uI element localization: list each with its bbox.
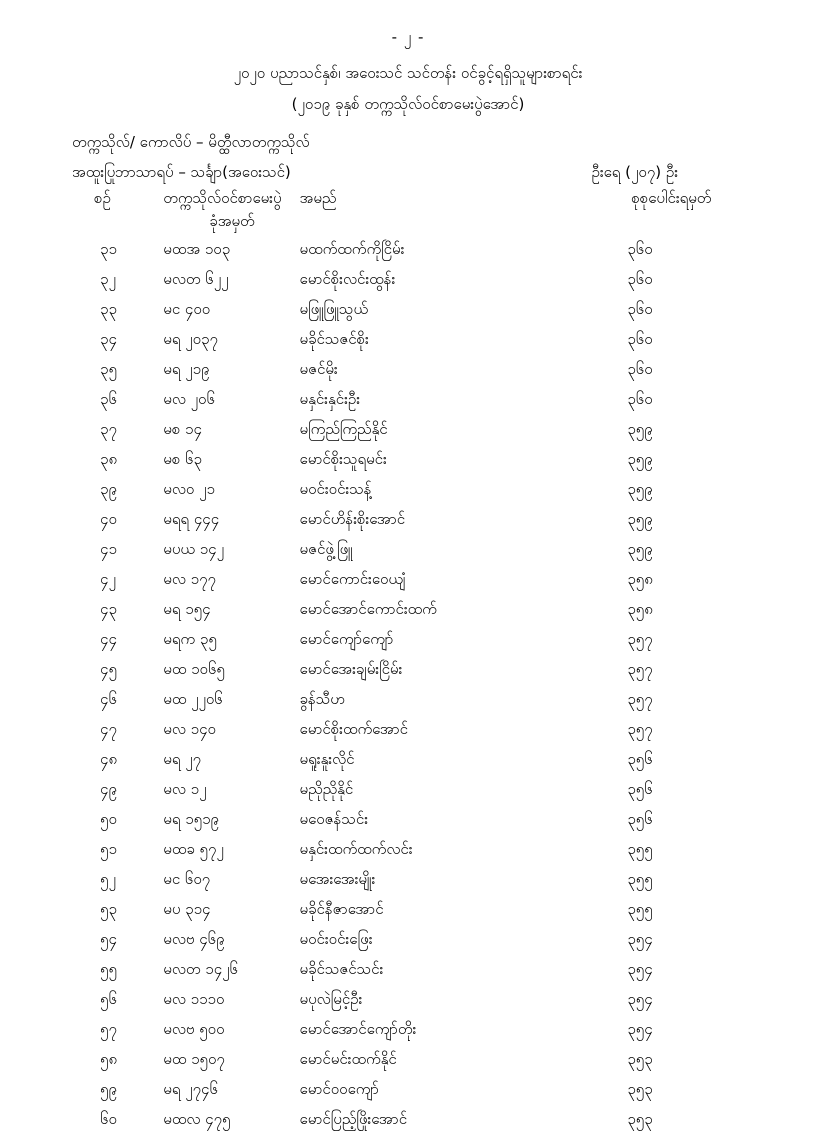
cell-roll: မထလ ၄၇၅ xyxy=(163,1110,231,1128)
cell-name: မောင်စိုးလင်းထွန်း xyxy=(299,270,396,288)
cell-no: ၅၆ xyxy=(100,990,117,1008)
cell-roll: မလ ၁၁၁၀ xyxy=(163,990,225,1008)
cell-name: မောင်ကျော်ကျော် xyxy=(299,630,394,648)
cell-marks: ၃၅၉ xyxy=(627,480,653,498)
cell-name: မဖြူဖြူသွယ် xyxy=(299,300,368,318)
major-and-count-row xyxy=(72,163,756,185)
column-header-roll xyxy=(163,189,299,236)
cell-name: မခိုင်နီဇာအောင် xyxy=(299,900,384,918)
cell-no: ၃၃ xyxy=(100,300,117,318)
cell-no: ၅၂ xyxy=(100,870,116,888)
cell-marks: ၃၆၀ xyxy=(627,300,653,318)
column-header-no: စဉ် xyxy=(94,189,111,207)
cell-name: မရူးနူးလိုင် xyxy=(299,750,355,768)
table-row xyxy=(60,746,756,776)
cell-name: မဝေဇန်သင်း xyxy=(299,810,368,828)
table-row xyxy=(60,956,756,986)
cell-roll: မစ ၁၄ xyxy=(163,420,202,438)
table-row xyxy=(60,596,756,626)
column-header-marks: စုစုပေါင်းရမှတ် xyxy=(631,189,712,207)
cell-marks: ၃၆၀ xyxy=(627,390,653,408)
cell-name: မောင်အောင်ကျော်တိုး xyxy=(299,1020,417,1038)
cell-name: မနှင်းထက်ထက်လင်း xyxy=(299,840,413,858)
table-row xyxy=(60,806,756,836)
cell-no: ၄၈ xyxy=(100,750,118,768)
table-row xyxy=(60,716,756,746)
cell-no: ၅၉ xyxy=(100,1080,117,1098)
table-row xyxy=(60,926,756,956)
table-row xyxy=(60,986,756,1016)
cell-marks: ၃၅၇ xyxy=(627,720,653,738)
table-row xyxy=(60,236,756,266)
cell-name: မောင်စိုးထက်အောင် xyxy=(299,720,408,738)
cell-no: ၃၁ xyxy=(100,240,117,258)
table-row xyxy=(60,1016,756,1046)
cell-roll: မရ ၁၅၄ xyxy=(163,600,211,618)
cell-marks: ၃၅၇ xyxy=(627,660,653,678)
table-header xyxy=(60,189,756,236)
cell-marks: ၃၆၀ xyxy=(627,270,653,288)
cell-marks: ၃၅၄ xyxy=(627,990,653,1008)
cell-roll: မလဗ ၄၆၉ xyxy=(163,930,225,948)
cell-name: မဝင်းဝင်းသန့် xyxy=(299,480,372,498)
cell-no: ၅၈ xyxy=(100,1050,118,1068)
table-row xyxy=(60,476,756,506)
cell-no: ၅၇ xyxy=(100,1020,117,1038)
cell-roll: မထ ၁၀၆၅ xyxy=(163,660,225,678)
cell-marks: ၃၅၇ xyxy=(627,690,653,708)
cell-marks: ၃၆၀ xyxy=(627,360,653,378)
cell-roll: မရရ ၄၄၄ xyxy=(163,510,220,528)
cell-marks: ၃၅၆ xyxy=(627,750,653,768)
major-line: အထူးပြုဘာသာရပ် – သင်္ချာ(အဝေးသင်) xyxy=(72,163,291,181)
cell-no: ၄၅ xyxy=(100,660,117,678)
cell-name: မကြည်ကြည်နိုင် xyxy=(299,420,388,438)
cell-roll: မလ ၁၂ xyxy=(163,780,207,798)
cell-no: ၃၄ xyxy=(100,330,117,348)
table-row xyxy=(60,266,756,296)
table-row xyxy=(60,1046,756,1076)
cell-marks: ၃၅၅ xyxy=(627,870,653,888)
cell-marks: ၃၅၅ xyxy=(627,840,653,858)
cell-name: မောင်ဝဝကျော် xyxy=(299,1080,379,1098)
cell-roll: မလ ၂၀၆ xyxy=(163,390,215,408)
column-header-name: အမည် xyxy=(299,189,337,207)
table-row xyxy=(60,326,756,356)
cell-name: မပုလဲမြင့်ဦး xyxy=(299,990,363,1008)
table-row xyxy=(60,566,756,596)
cell-name: မခိုင်သဇင်စိုး xyxy=(299,330,369,348)
cell-roll: မရက ၃၅ xyxy=(163,630,217,648)
cell-roll: မထခ ၅၇၂ xyxy=(163,840,224,858)
cell-marks: ၃၅၈ xyxy=(627,570,653,588)
cell-roll: မရ ၁၅၁၉ xyxy=(163,810,219,828)
cell-marks: ၃၅၃ xyxy=(627,1080,653,1098)
cell-marks: ၃၅၈ xyxy=(627,600,653,618)
table-row xyxy=(60,836,756,866)
cell-marks: ၃၅၉ xyxy=(627,510,653,528)
cell-marks: ၃၅၇ xyxy=(627,630,653,648)
table-row xyxy=(60,506,756,536)
cell-name: မောင်အေးချမ်းငြိမ်း xyxy=(299,660,403,678)
cell-name: မောင်ဟိန်းစိုးအောင် xyxy=(299,510,406,528)
table-row xyxy=(60,776,756,806)
table-row xyxy=(60,536,756,566)
cell-no: ၅၅ xyxy=(100,960,117,978)
cell-roll: မရ ၂၀၃၇ xyxy=(163,330,218,348)
cell-marks: ၃၅၄ xyxy=(627,930,653,948)
cell-roll: မလဗ ၅၀၀ xyxy=(163,1020,225,1038)
cell-no: ၆၀ xyxy=(100,1110,117,1128)
cell-name: မောင်ပြည့်ဖြိုးအောင် xyxy=(299,1110,408,1128)
cell-no: ၅၃ xyxy=(100,900,117,918)
cell-name: မနှင်းနှင်းဦး xyxy=(299,390,361,408)
cell-roll: မပယ ၁၄၂ xyxy=(163,540,224,558)
page-title: ၂၀၂၀ ပညာသင်နှစ်၊ အဝေးသင် သင်တန်း ဝင်ခွင့်ရရှိသူများစာရင်း xyxy=(233,64,583,82)
cell-no: ၃၅ xyxy=(100,360,117,378)
cell-marks: ၃၆၀ xyxy=(627,240,653,258)
cell-name: မဇင်မိုး xyxy=(299,360,338,378)
cell-name: မောင်စိုးသူရမင်း xyxy=(299,450,387,468)
table-row xyxy=(60,356,756,386)
cell-marks: ၃၅၄ xyxy=(627,1020,653,1038)
table-row xyxy=(60,296,756,326)
cell-roll: မစ ၆၃ xyxy=(163,450,202,468)
cell-no: ၃၂ xyxy=(100,270,116,288)
page-subtitle: (၂၀၁၉ ခုနှစ် တက္ကသိုလ်ဝင်စာမေးပွဲအောင်) xyxy=(291,95,525,113)
cell-name: မခိုင်သဇင်သင်း xyxy=(299,960,384,978)
cell-roll: မထအ ၁၀၃ xyxy=(163,240,231,258)
page-number: - ၂ - xyxy=(391,28,425,46)
table-row xyxy=(60,866,756,896)
cell-no: ၄၄ xyxy=(100,630,117,648)
cell-roll: မရ ၂၇၄၆ xyxy=(163,1080,218,1098)
cell-name: မောင်ကောင်းဝေယျံ xyxy=(299,570,406,588)
cell-marks: ၃၅၉ xyxy=(627,450,653,468)
cell-roll: မလ ၁၇၇ xyxy=(163,570,216,588)
cell-name: မဇင်ဖွဲ့ဖြူ xyxy=(299,540,353,558)
cell-roll: မလတ ၁၄၂၆ xyxy=(163,960,238,978)
cell-roll: မလတ ၆၂၂ xyxy=(163,270,229,288)
cell-marks: ၃၆၀ xyxy=(627,330,653,348)
cell-marks: ၃၅၃ xyxy=(627,1110,653,1128)
table-header-row xyxy=(60,189,756,236)
cell-name: မဝင်းဝင်းဖြေး xyxy=(299,930,373,948)
column-header-roll-sublabel: ခုံအမှတ် xyxy=(209,212,255,230)
cell-no: ၄၀ xyxy=(100,510,117,528)
cell-roll: မင ၄၀၀ xyxy=(163,300,211,318)
cell-marks: ၃၅၉ xyxy=(627,420,653,438)
cell-no: ၄၆ xyxy=(100,690,117,708)
table-row xyxy=(60,1076,756,1106)
cell-marks: ၃၅၆ xyxy=(627,810,653,828)
table-row xyxy=(60,1106,756,1136)
table-row xyxy=(60,626,756,656)
column-header-roll-label: တက္ကသိုလ်ဝင်စာမေးပွဲ xyxy=(163,189,282,207)
cell-marks: ၃၅၉ xyxy=(627,540,653,558)
cell-no: ၅၁ xyxy=(100,840,117,858)
cell-no: ၄၁ xyxy=(100,540,117,558)
cell-no: ၅၀ xyxy=(100,810,117,828)
cell-roll: မထ ၁၅၀၇ xyxy=(163,1050,225,1068)
cell-no: ၅၄ xyxy=(100,930,117,948)
cell-no: ၄၃ xyxy=(100,600,117,618)
cell-name: မောင်မင်းထက်နိုင် xyxy=(299,1050,397,1068)
cell-roll: မရ ၂၇ xyxy=(163,750,202,768)
table-row xyxy=(60,446,756,476)
cell-marks: ၃၅၃ xyxy=(627,1050,653,1068)
table-row xyxy=(60,386,756,416)
cell-name: မအေးအေးမျိုး xyxy=(299,870,376,888)
table-body xyxy=(60,236,756,1136)
cell-name: မောင်အောင်ကောင်းထက် xyxy=(299,600,437,618)
cell-roll: မလ ၁၄၀ xyxy=(163,720,216,738)
cell-roll: မလဝ ၂၁ xyxy=(163,480,215,498)
cell-no: ၄၉ xyxy=(100,780,117,798)
table-row xyxy=(60,686,756,716)
cell-roll: မရ ၂၁၉ xyxy=(163,360,210,378)
cell-roll: မင ၆၀၇ xyxy=(163,870,211,888)
cell-roll: မပ ၃၁၄ xyxy=(163,900,211,918)
cell-roll: မထ ၂၂၀၆ xyxy=(163,690,223,708)
cell-no: ၄၇ xyxy=(100,720,117,738)
cell-no: ၃၈ xyxy=(100,450,118,468)
student-roster-table xyxy=(60,189,756,1136)
table-row xyxy=(60,416,756,446)
cell-no: ၃၇ xyxy=(100,420,117,438)
table-row xyxy=(60,656,756,686)
cell-name: မထက်ထက်ကိုငြိမ်း xyxy=(299,240,405,258)
cell-no: ၃၉ xyxy=(100,480,117,498)
cell-name: မညိုညိုနိုင် xyxy=(299,780,354,798)
university-line: တက္ကသိုလ်/ ကောလိပ် – မိတ္ထီလာတက္ကသိုလ် xyxy=(72,133,310,151)
student-count: ဦးရေ (၂၀၇) ဦး xyxy=(591,163,678,181)
table-row xyxy=(60,896,756,926)
cell-marks: ၃၅၅ xyxy=(627,900,653,918)
cell-name: ခွန်သီဟ xyxy=(299,690,345,708)
cell-marks: ၃၅၆ xyxy=(627,780,653,798)
cell-marks: ၃၅၄ xyxy=(627,960,653,978)
cell-no: ၃၆ xyxy=(100,390,117,408)
cell-no: ၄၂ xyxy=(100,570,116,588)
